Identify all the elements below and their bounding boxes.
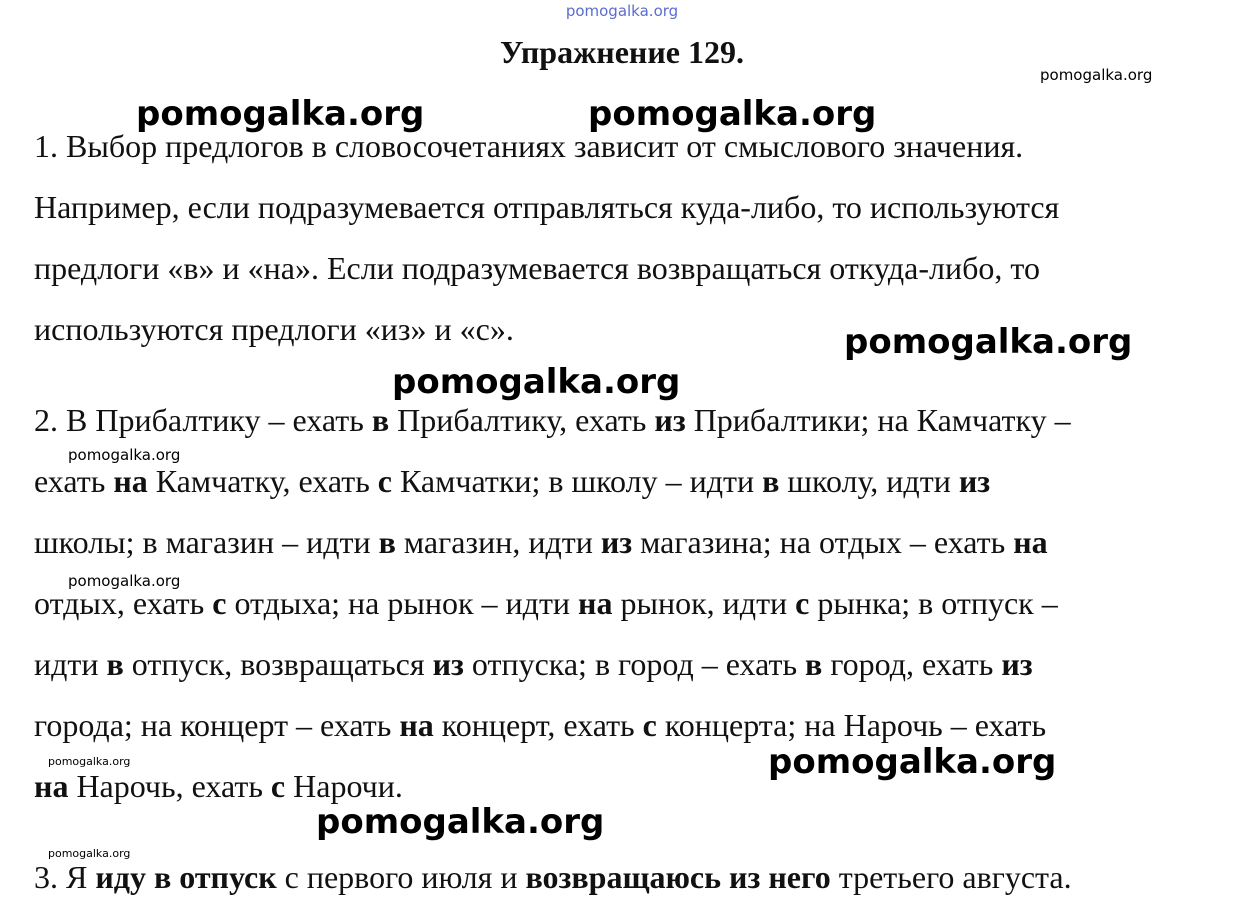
watermark: pomogalka.org [392, 362, 681, 402]
text-line [34, 855, 1072, 899]
text-segment: Нарочи. [285, 768, 403, 804]
watermark: pomogalka.org [136, 94, 425, 134]
bold-text: с [212, 585, 227, 621]
text-segment: ехать [34, 463, 114, 499]
text-segment: Например, если подразумевается отправляться куда-либо, то используются [34, 189, 1060, 225]
text-line [34, 307, 514, 351]
watermark: pomogalka.org [316, 802, 605, 842]
bold-text: в [106, 646, 124, 682]
bold-text: в [805, 646, 823, 682]
bold-text: на [578, 585, 613, 621]
text-segment: рынка; в отпуск – [809, 585, 1058, 621]
text-line [34, 642, 1033, 686]
text-segment: Камчатки; в школу – идти [391, 463, 763, 499]
watermark-top: pomogalka.org [565, 2, 679, 20]
text-segment: 3. Я [34, 859, 96, 895]
text-line [34, 581, 1058, 625]
text-segment: отпуск, возвращаться [123, 646, 433, 682]
watermark: pomogalka.org [768, 742, 1057, 782]
text-segment: идти [34, 646, 107, 682]
text-line [34, 246, 1040, 290]
text-segment: Нарочь, ехать [68, 768, 271, 804]
text-segment: используются предлоги «из» и «с». [34, 311, 514, 347]
watermark: pomogalka.org [1040, 66, 1153, 84]
text-line [34, 459, 990, 503]
bold-text: из [958, 463, 991, 499]
text-segment: школу, идти [779, 463, 959, 499]
watermark: pomogalka.org [48, 755, 131, 768]
bold-text: на [34, 768, 69, 804]
text-segment: школы; в магазин – идти [34, 524, 379, 560]
text-line [34, 398, 1071, 442]
bold-text: в [762, 463, 780, 499]
bold-text: в [378, 524, 396, 560]
bold-text: в [371, 402, 390, 438]
text-segment: концерта; на Нарочь – ехать [656, 707, 1047, 743]
text-segment: город, ехать [822, 646, 1002, 682]
bold-text: с [377, 463, 392, 499]
text-segment: рынок, идти [612, 585, 796, 621]
bold-text: из [600, 524, 633, 560]
text-segment: Камчатку, ехать [147, 463, 378, 499]
exercise-title: Упражнение 129. [499, 34, 744, 70]
bold-text: иду в отпуск [95, 859, 277, 895]
text-line [34, 703, 1046, 747]
text-line [34, 185, 1059, 229]
text-segment: предлоги «в» и «на». Если подразумевается возвращаться откуда-либо, то [34, 250, 1040, 286]
watermark: pomogalka.org [48, 847, 131, 860]
bold-text: с [270, 768, 286, 804]
text-segment: магазин, идти [395, 524, 601, 560]
text-segment: магазина; на отдых – ехать [632, 524, 1014, 560]
text-segment: Прибалтики; на Камчатку – [685, 402, 1071, 438]
bold-text: на [113, 463, 148, 499]
text-line [34, 520, 1048, 564]
bold-text: из [1001, 646, 1033, 682]
text-segment: отдыха; на рынок – идти [226, 585, 579, 621]
bold-text: с [642, 707, 657, 743]
text-segment: 2. В Прибалтику – ехать [34, 402, 372, 438]
text-segment: концерт, ехать [433, 707, 643, 743]
bold-text: с [795, 585, 810, 621]
bold-text: возвращаюсь из него [525, 859, 831, 895]
watermark: pomogalka.org [588, 94, 877, 134]
text-segment: третьего августа. [830, 859, 1072, 895]
text-segment: отдых, ехать [34, 585, 213, 621]
watermark: pomogalka.org [844, 322, 1133, 362]
text-segment: отпуска; в город – ехать [463, 646, 806, 682]
bold-text: из [654, 402, 686, 438]
bold-text: из [432, 646, 464, 682]
bold-text: на [399, 707, 434, 743]
text-segment: города; на концерт – ехать [34, 707, 400, 743]
text-segment: Прибалтику, ехать [389, 402, 655, 438]
watermark: pomogalka.org [68, 446, 181, 464]
watermark: pomogalka.org [68, 572, 181, 590]
bold-text: на [1013, 524, 1048, 560]
text-segment: 1. Выбор предлогов в словосочетаниях зависит от смыслового значения. [34, 128, 1024, 164]
text-segment: с первого июля и [276, 859, 526, 895]
